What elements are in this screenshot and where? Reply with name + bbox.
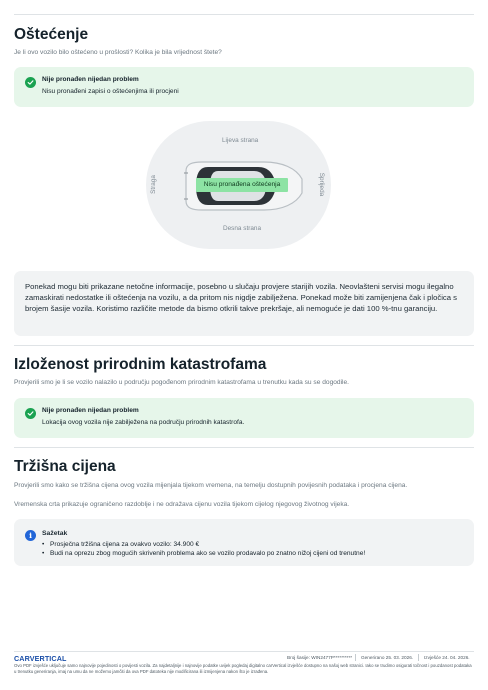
footer-generated-date: Generirano 25. 03. 2026. <box>361 655 414 660</box>
footer-separator <box>355 654 356 661</box>
footer-divider <box>14 651 474 652</box>
disasters-status-box <box>14 398 474 438</box>
footer-report-date: Izvješće 24. 04. 2026. <box>424 655 470 660</box>
top-divider <box>14 14 474 15</box>
left-side-label: Lijeva strana <box>222 137 259 144</box>
market-summary-box <box>14 519 474 566</box>
damage-info-note: Ponekad mogu biti prikazane netočne informacije, posebno u slučaju provjere starijih vozila. Neovlašteni servisi mogu ilegalno zamaskirati nedostatke ili oštećenja na vozilu, a da pritom nis nigdje zabilježena. Ponekad može biti zamijenjena čak i pločica s brojem šasije vozila. Koristimo različite metode da bismo otkrili takve prekršaje, ali nemoguće je dati 100 %-tnu garanciju. <box>14 271 474 336</box>
market-timeline-note: Vremenska crta prikazuje ograničeno razdoblje i ne odražava cijenu vozila tijekom cijelog njegovog životnog vijeka. <box>14 501 350 508</box>
front-label: Sprijeda <box>318 172 326 197</box>
disasters-status-text: Lokacija ovog vozila nije zabilježena na području prirodnih katastrofa. <box>42 419 245 426</box>
market-section-title: Tržišna cijena <box>14 458 116 475</box>
disasters-section-subtitle: Provjerili smo je li se vozilo nalazilo u području pogođenom prirodnim katastrofama u trenutku kada su se dogodile. <box>14 379 349 386</box>
vehicle-damage-diagram <box>146 121 331 249</box>
footer-separator <box>418 654 419 661</box>
damage-status-text: Nisu pronađeni zapisi o oštećenjima ili procjeni <box>42 88 179 95</box>
market-section-subtitle: Provjerili smo kako se tržišna cijena ovog vozila mijenjala tijekom vremena, na temelju dostupnih povijesnih podataka i procjena cijena. <box>14 482 408 489</box>
footer-disclaimer: Ovo PDF izvješće uključuje samo najnovije pojedinosti o povijesti vozila. Za najdetaljnije i najnovije podatke uvijek pogledaj digitalno carVertical izvješće dostupno na našoj web stranici. Iako se trudimo osigurati točnost i pouzdanost podataka u trenutku generiranja, imaj na umu da ne možemo jamčiti da ova PDF datoteka nije modificirana ili izmijenjena nakon što je izrađena. <box>14 663 472 674</box>
check-icon <box>25 77 36 88</box>
check-icon <box>25 408 36 419</box>
summary-bullet: • Prosječna tržišna cijena za ovakvo vozilo: 34.900 € <box>42 541 199 548</box>
damage-status-title: Nije pronađen nijedan problem <box>42 76 139 83</box>
carvertical-logo: CARVERTICAL <box>14 654 67 663</box>
summary-title: Sažetak <box>42 530 68 537</box>
rear-label: Straga <box>149 175 157 194</box>
no-damage-badge: Nisu pronađena oštećenja <box>196 178 288 192</box>
disasters-section-title: Izloženost prirodnim katastrofama <box>14 356 267 373</box>
damage-status-box <box>14 67 474 107</box>
disasters-status-title: Nije pronađen nijedan problem <box>42 407 139 414</box>
section-divider <box>14 447 474 448</box>
damage-section-title: Oštećenje <box>14 26 89 43</box>
damage-section-subtitle: Je li ovo vozilo bilo oštećeno u prošlosti? Kolika je bila vrijednost štete? <box>14 49 222 56</box>
section-divider <box>14 345 474 346</box>
info-icon: i <box>25 530 36 541</box>
footer-vin: Broj šasije: WIN2477P********** <box>287 655 353 660</box>
right-side-label: Desna strana <box>223 225 262 232</box>
summary-bullet: • Budi na oprezu zbog mogućih skrivenih problema ako se vozilo prodavalo po znatno nižoj cijeni od trenutne! <box>42 550 365 557</box>
